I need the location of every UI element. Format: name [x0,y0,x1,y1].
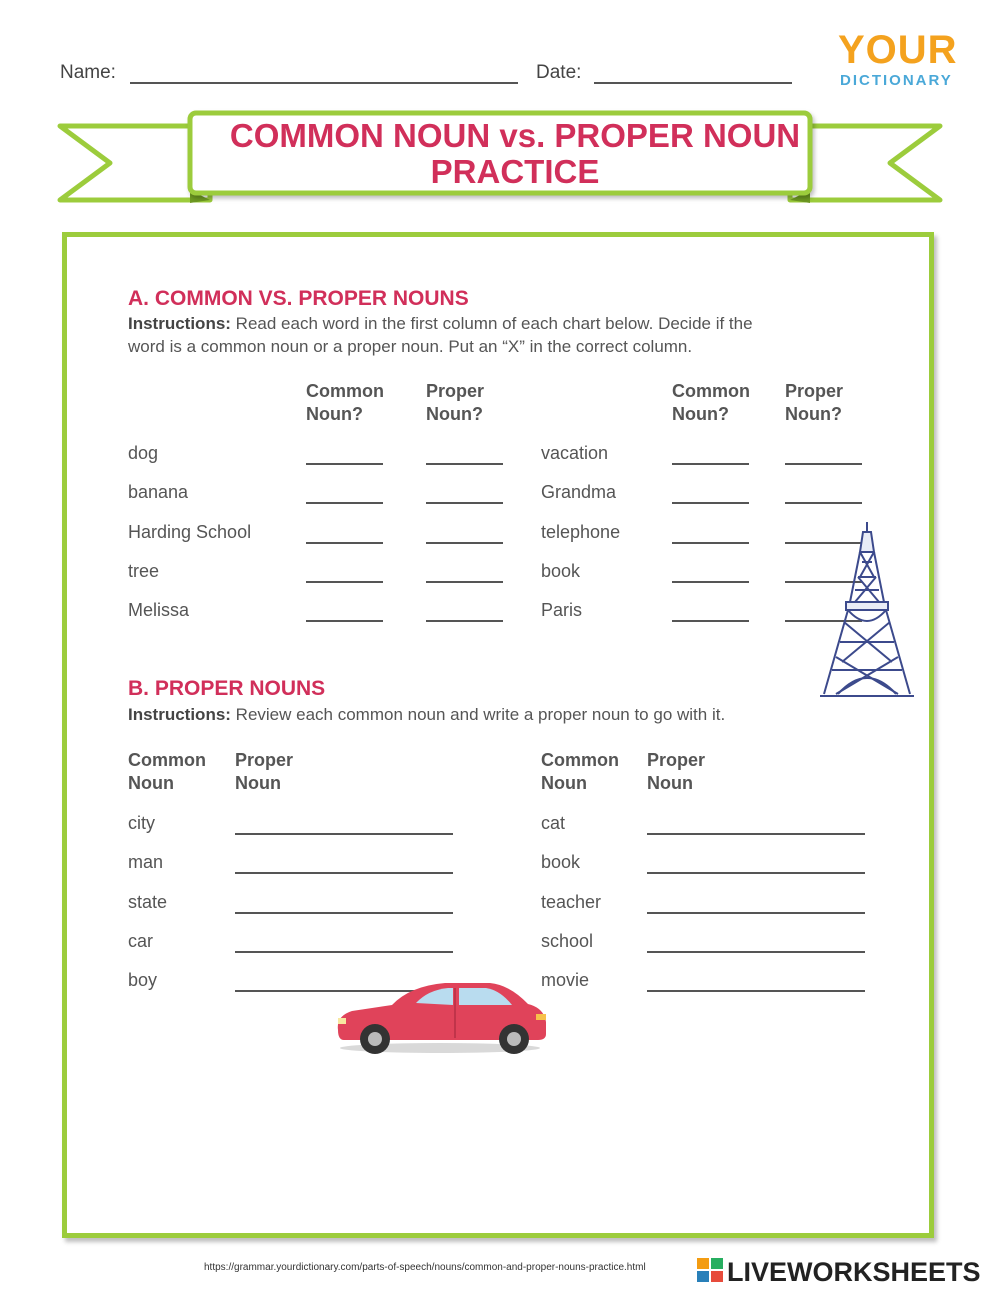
answer-blank[interactable] [426,620,503,622]
yourdictionary-logo [838,28,963,92]
header-text: Common [541,750,619,770]
car-icon [330,978,550,1058]
answer-blank[interactable] [785,463,862,465]
answer-line[interactable] [235,833,453,835]
b-left-word: man [128,852,164,872]
source-url[interactable]: https://grammar.yourdictionary.com/parts-of-speech/nouns/common-and-proper-nouns-practice.html [204,1262,646,1273]
answer-blank[interactable] [426,542,503,544]
header-text: Proper [235,750,294,770]
section-b-instructions [128,703,888,726]
answer-line[interactable] [235,872,453,874]
answer-blank[interactable] [306,581,383,583]
header-text: Common [128,750,206,770]
section-a-instr-label: Instructions: [128,314,231,333]
b-right-word: school [541,931,594,951]
section-a-instr-line1: Read each word in the first column of each chart below. Decide if the [230,314,753,333]
b-right-word: book [541,852,581,872]
name-field[interactable] [130,82,518,84]
date-label: Date: [536,62,582,83]
section-b-instr-label: Instructions: [128,705,231,724]
header-text: Noun [235,773,281,793]
answer-blank[interactable] [672,620,749,622]
answer-blank[interactable] [672,542,749,544]
page-title-line2: PRACTICE [430,153,600,190]
a-right-word: telephone [541,522,621,542]
a-left-common-header [306,380,384,426]
eiffel-tower-icon [818,522,918,702]
header-text: Noun [541,773,587,793]
date-field[interactable] [594,82,792,84]
a-right-word: Grandma [541,482,617,502]
section-a-instructions [128,312,888,358]
header-text: Common [672,381,750,401]
answer-blank[interactable] [426,502,503,504]
liveworksheets-brand: LIVEWORKSHEETS [727,1257,981,1287]
a-right-word: Paris [541,600,583,620]
answer-blank[interactable] [306,502,383,504]
answer-line[interactable] [647,951,865,953]
answer-blank[interactable] [426,581,503,583]
answer-line[interactable] [235,912,453,914]
answer-line[interactable] [235,951,453,953]
header-text: Noun [128,773,174,793]
header-text: Noun [647,773,693,793]
name-label: Name: [60,62,116,83]
a-left-word: Harding School [128,522,252,542]
logo-top-text: YOUR [838,28,958,72]
header-text: Noun? [672,404,729,424]
b-left-word: car [128,931,154,951]
answer-line[interactable] [647,872,865,874]
answer-line[interactable] [647,912,865,914]
b-right-word: movie [541,970,590,990]
answer-blank[interactable] [306,542,383,544]
a-left-word: banana [128,482,189,502]
b-right-word: teacher [541,892,602,912]
b-left-proper-header [235,749,293,795]
header-text: Proper [647,750,706,770]
section-b-title: B. PROPER NOUNS [128,677,326,700]
a-left-word: Melissa [128,600,190,620]
a-right-word: book [541,561,581,581]
a-left-word: tree [128,561,160,581]
header-text: Noun? [426,404,483,424]
b-left-word: state [128,892,168,912]
b-left-word: city [128,813,155,833]
header-text: Proper [426,381,485,401]
header-text: Noun? [306,404,363,424]
a-left-word: dog [128,443,159,463]
b-right-word: cat [541,813,566,833]
a-right-common-header [672,380,750,426]
section-b-instr-text: Review each common noun and write a proper noun to go with it. [230,705,726,724]
section-a-title: A. COMMON VS. PROPER NOUNS [128,287,469,310]
answer-blank[interactable] [672,581,749,583]
header-text: Common [306,381,384,401]
a-right-proper-header [785,380,843,426]
answer-blank[interactable] [426,463,503,465]
b-left-common-header [128,749,206,795]
b-right-common-header [541,749,619,795]
answer-blank[interactable] [306,463,383,465]
section-a-instr-line2: word is a common noun or a proper noun. Put an “X” in the correct column. [128,337,693,356]
b-left-word: boy [128,970,158,990]
answer-blank[interactable] [672,463,749,465]
answer-blank[interactable] [306,620,383,622]
logo-bottom-text: DICTIONARY [840,72,953,89]
page-title-line1: COMMON NOUN vs. PROPER NOUN [229,117,801,154]
header-text: Noun? [785,404,842,424]
b-right-proper-header [647,749,705,795]
liveworksheets-logo-icon [697,1256,725,1284]
a-right-word: vacation [541,443,609,463]
answer-blank[interactable] [672,502,749,504]
page-title [190,118,840,190]
header-text: Proper [785,381,844,401]
answer-line[interactable] [647,833,865,835]
answer-blank[interactable] [785,502,862,504]
a-left-proper-header [426,380,484,426]
answer-line[interactable] [647,990,865,992]
